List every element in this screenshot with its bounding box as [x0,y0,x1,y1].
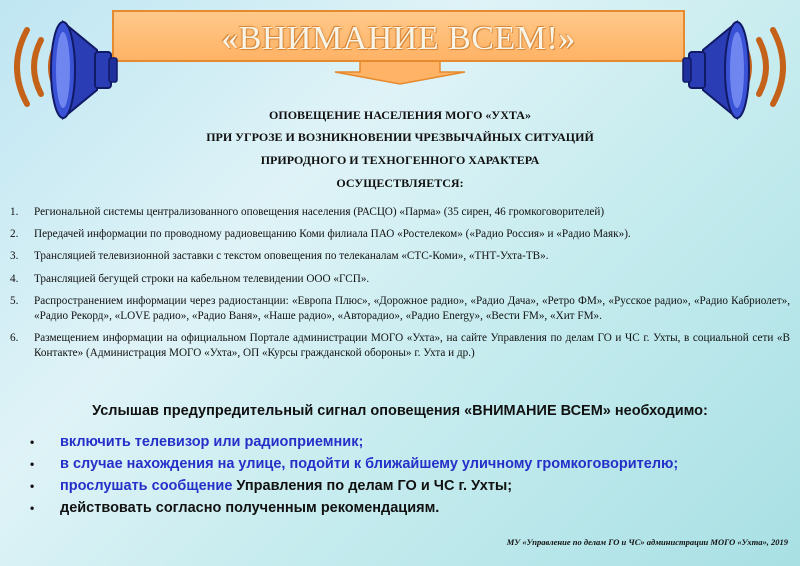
heading-line-1: ОПОВЕЩЕНИЕ НАСЕЛЕНИЯ МОГО «УХТА» [269,108,531,122]
list-item: 6. Размещением информации на официальном Портале администрации МОГО «Ухта», на сайте Управления по делам ГО и ЧС г. Ухты, в социальной сети «В Контакте» (Администрация МОГО «Ухта», ОП «Курсы гражданской обороны» г. Ухта и др.) [10,331,790,359]
heading-line-4: ОСУЩЕСТВЛЯЕТСЯ: [336,176,464,190]
list-item: 1. Региональной системы централизованного оповещения населения (РАСЦО) «Парма» (35 сирен, 46 громкоговорителей) [10,206,605,218]
bullet: • [30,457,35,471]
heading-line-3: ПРИРОДНОГО И ТЕХНОГЕННОГО ХАРАКТЕРА [260,153,540,167]
bullet: • [30,479,35,493]
list-item: • включить телевизор или радиоприемник; [30,431,678,453]
bullet: • [30,435,35,449]
heading-line-2: ПРИ УГРОЗЕ И ВОЗНИКНОВЕНИИ ЧРЕЗВЫЧАЙНЫХ СИТУАЦИЙ [206,130,594,144]
instructions-title: Услышав предупредительный сигнал оповещения «ВНИМАНИЕ ВСЕМ» необходимо: [92,403,708,419]
list-item: • прослушать сообщение Управления по делам ГО и ЧС г. Ухты; [30,475,678,497]
list-item: 5. Распространением информации через радиостанции: «Европа Плюс», «Дорожное радио», «Радио Дача», «Ретро ФМ», «Русское радио», «Радио Кабриолет», «Радио Рекорд», «LOVE радио», «Радио Ваня», «Наше радио», «Авторадио», «Радио Energy», «Вести FM», «Хит FM». [10,294,790,322]
list-item: 3. Трансляцией телевизионной заставки с текстом оповещения по телеканалам «СТС-Коми», «ТНТ-Ухта-ТВ». [10,250,549,263]
list-item: 2. Передачей информации по проводному радиовещанию Коми филиала ПАО «Ростелеком» («Радио Россия» и «Радио Маяк»). [10,228,631,241]
notification-methods-list [10,205,790,368]
footer-credit: МУ «Управление по делам ГО и ЧС» администрации МОГО «Ухта», 2019 [506,537,788,547]
bullet: • [30,501,35,515]
list-item: • в случае нахождения на улице, подойти к ближайшему уличному громкоговорителю; [30,453,678,475]
list-item: 4. Трансляцией бегущей строки на кабельном телевидении ООО «ГСП». [10,272,370,285]
list-item: • действовать согласно полученным рекомендациям. [30,497,678,519]
actions-list [30,431,678,519]
banner-title: «ВНИМАНИЕ ВСЕМ!» [221,20,576,57]
warning-banner [112,10,685,62]
